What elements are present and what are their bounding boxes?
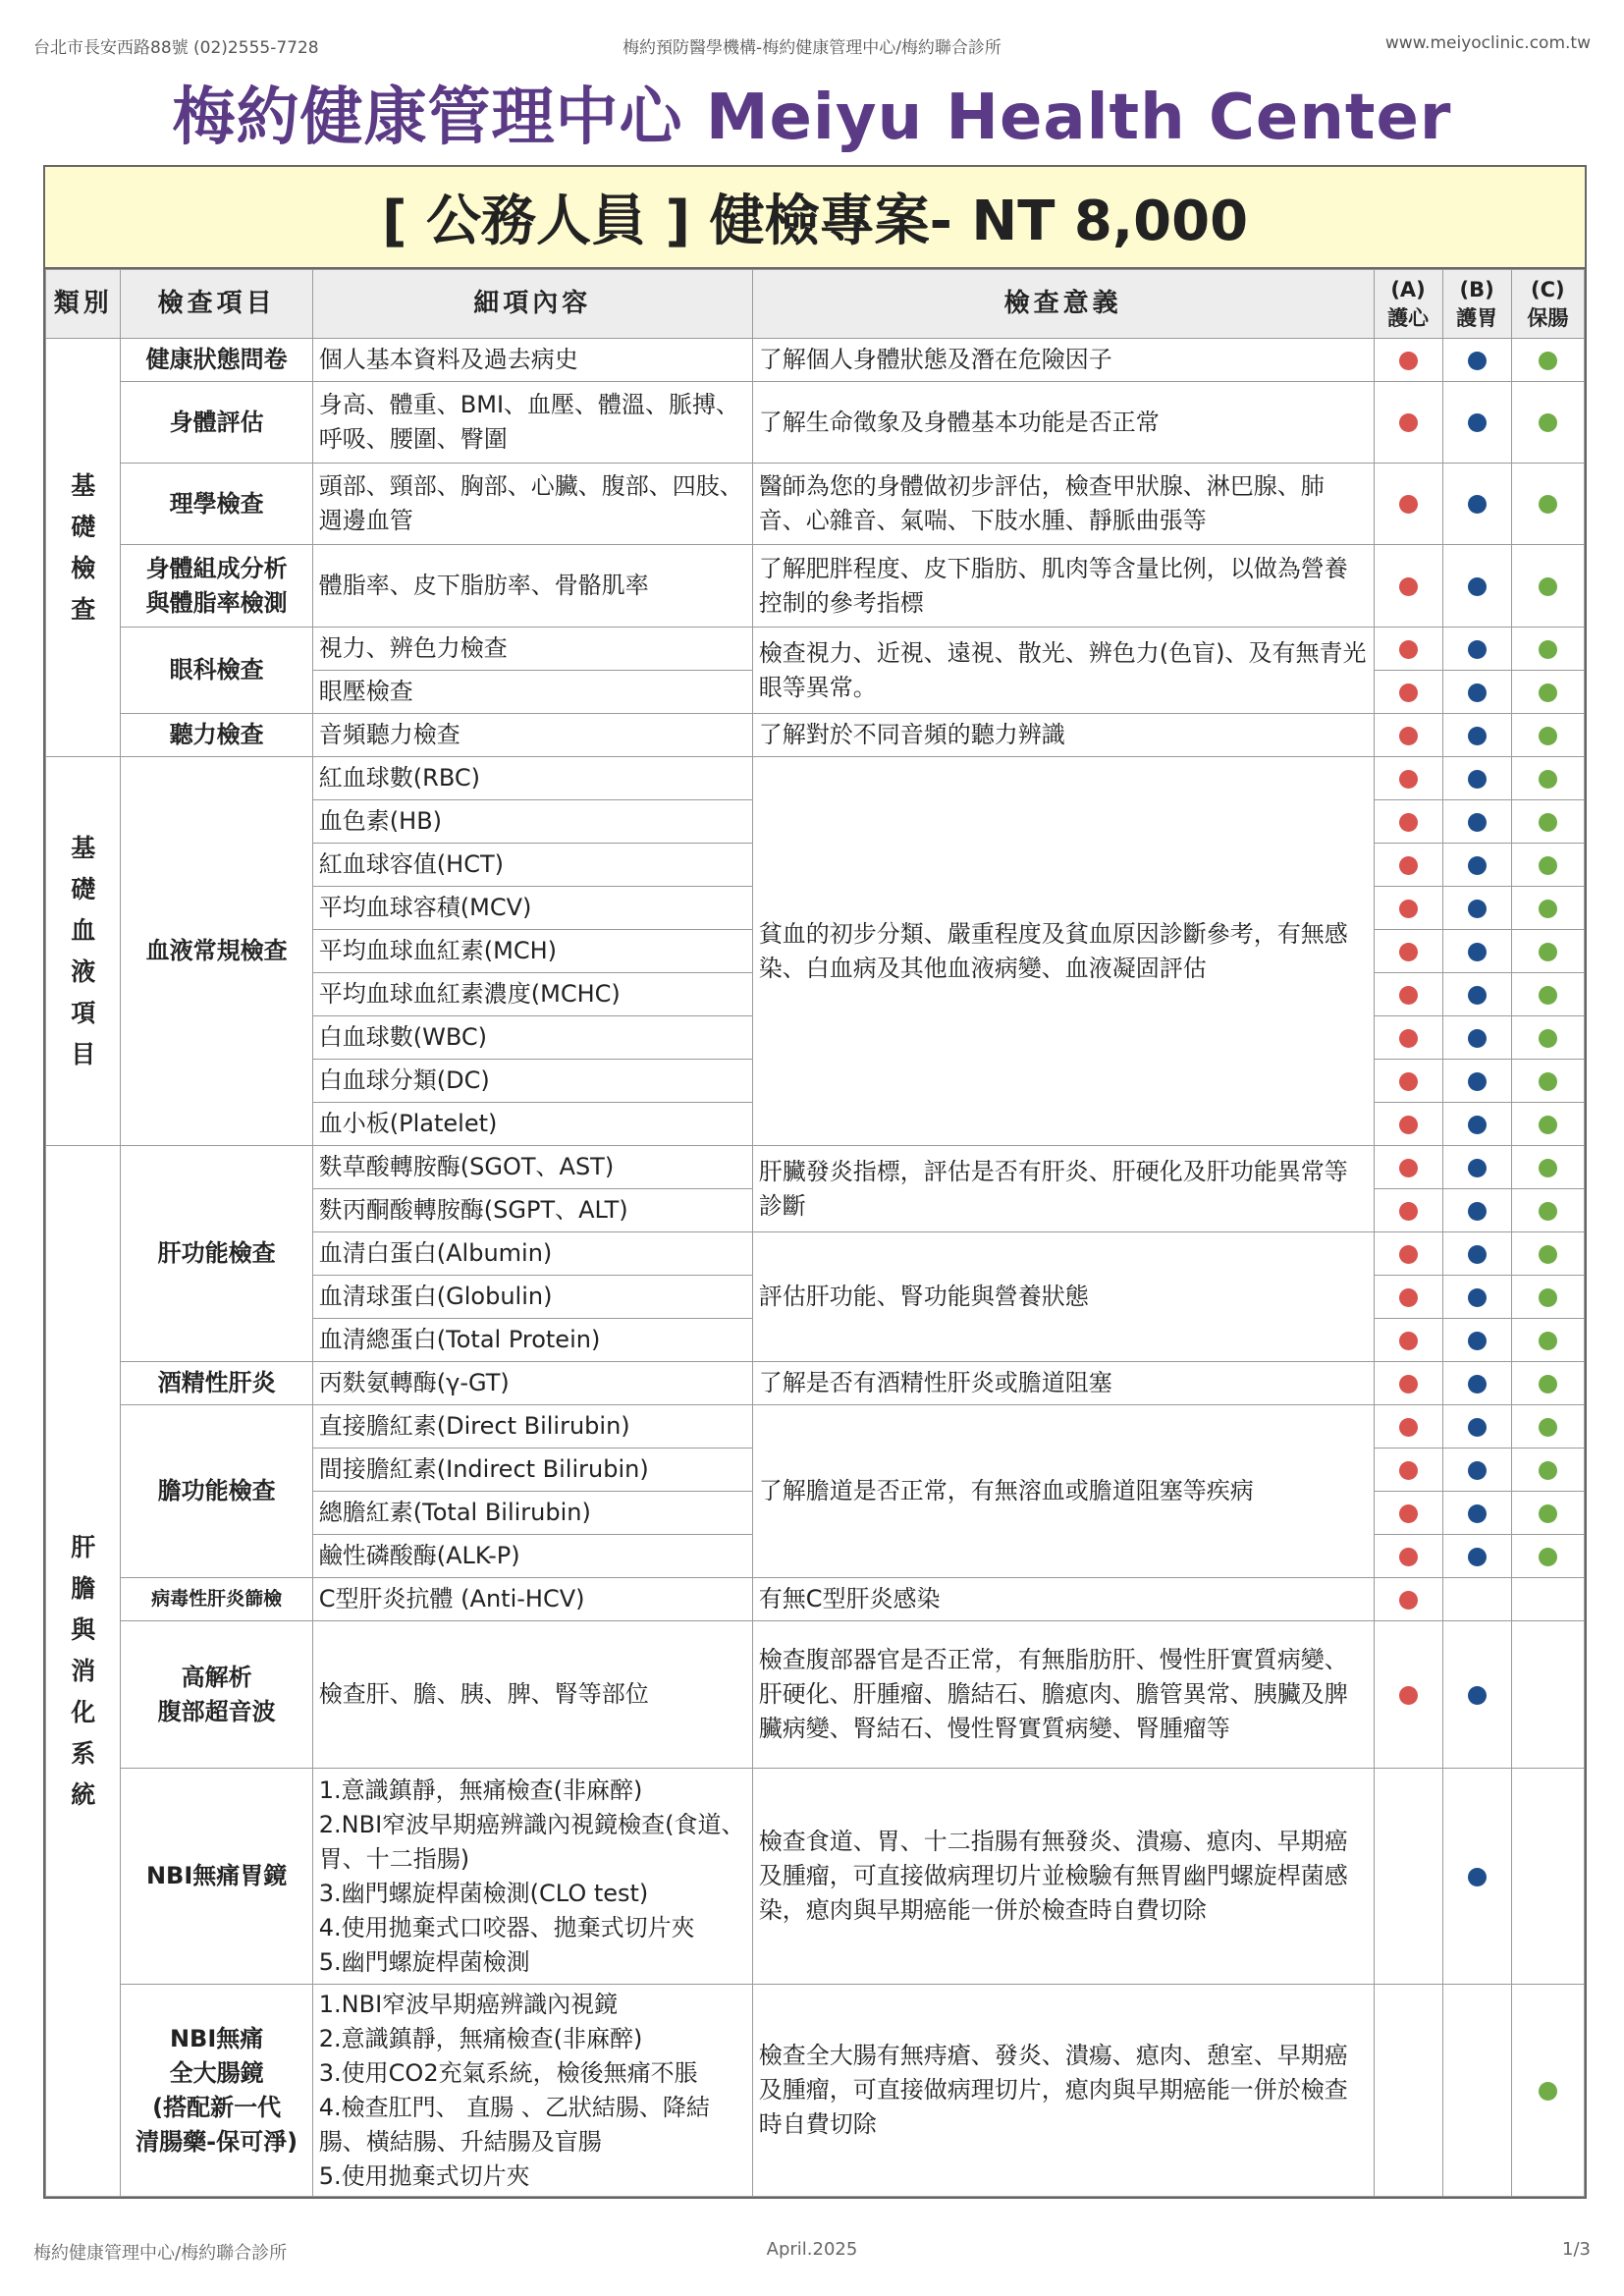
clinic-address: 台北市長安西路88號 (02)2555-7728 [33, 38, 319, 58]
plan-c-dot [1539, 1245, 1557, 1264]
plan-b-dot [1468, 640, 1487, 659]
plan-b-dot [1468, 813, 1487, 832]
header-plan-c: (C) 保腸 [1511, 270, 1584, 339]
plan-a-dot [1399, 413, 1418, 432]
plan-c-dot [1539, 1072, 1557, 1091]
category-liver: 肝 膽 與 消 化 系 統 [46, 1146, 121, 2197]
item-cell: 血液常規檢查 [121, 757, 312, 1146]
detail-cell: 血清球蛋白(Globulin) [312, 1276, 752, 1319]
top-bar [33, 33, 1591, 57]
plan-a-dot [1399, 986, 1418, 1005]
website-link[interactable]: www.meiyoclinic.com.tw [1384, 33, 1591, 53]
detail-cell: 白血球分類(DC) [312, 1060, 752, 1103]
plan-c-dot [1539, 495, 1557, 514]
plan-b-dot [1468, 413, 1487, 432]
item-cell: 病毒性肝炎篩檢 [121, 1578, 312, 1621]
detail-cell: 紅血球數(RBC) [312, 757, 752, 800]
plan-b-dot [1468, 1029, 1487, 1048]
plan-a-dot [1399, 727, 1418, 745]
meaning-cell: 了解個人身體狀態及潛在危險因子 [752, 339, 1374, 382]
plan-b-dot [1468, 986, 1487, 1005]
footer-clinic: 梅約健康管理中心/梅約聯合診所 [33, 2243, 288, 2264]
table-header-row [46, 270, 1585, 339]
table-row [46, 714, 1585, 757]
plan-c-dot [1539, 577, 1557, 596]
plan-b-dot [1468, 1332, 1487, 1350]
detail-cell: 血清白蛋白(Albumin) [312, 1232, 752, 1276]
item-cell: 膽功能檢查 [121, 1405, 312, 1578]
plan-b-dot [1468, 900, 1487, 918]
meaning-cell: 肝臟發炎指標，評估是否有肝炎、肝硬化及肝功能異常等診斷 [752, 1146, 1374, 1232]
plan-c-dot [1539, 683, 1557, 702]
meaning-cell: 貧血的初步分類、嚴重程度及貧血原因診斷參考，有無感染、白血病及其他血液病變、血液凝固評估 [752, 757, 1374, 1146]
plan-a-dot [1399, 1245, 1418, 1264]
plan-c-dot [1539, 1116, 1557, 1134]
plan-c-dot [1539, 1504, 1557, 1523]
plan-c-dot [1539, 2082, 1557, 2101]
plan-b-dot [1468, 1461, 1487, 1480]
plan-c-dot [1539, 640, 1557, 659]
plan-b-dot [1468, 1418, 1487, 1437]
header-detail: 細項內容 [312, 270, 752, 339]
header-plan-a: (A) 護心 [1374, 270, 1442, 339]
plan-b-dot [1468, 577, 1487, 596]
category-basic: 基 礎 檢 查 [46, 339, 121, 757]
table-row [46, 1769, 1585, 1985]
plan-b-dot [1468, 495, 1487, 514]
detail-cell: 1.意識鎮靜，無痛檢查(非麻醉) 2.NBI窄波早期癌辨識內視鏡檢查(食道、胃、十二指腸) 3.幽門螺旋桿菌檢測(CLO test) 4.使用拋棄式口咬器、拋棄式切片夾 5.幽門螺旋桿菌檢測 [312, 1769, 752, 1985]
plan-c-dot [1539, 943, 1557, 961]
plan-c-dot [1539, 1332, 1557, 1350]
plan-b-dot [1468, 1686, 1487, 1705]
organization-names: 梅約預防醫學機構-梅約健康管理中心/梅約聯合診所 [623, 38, 1001, 58]
item-cell: 理學檢查 [121, 464, 312, 545]
detail-cell: 眼壓檢查 [312, 671, 752, 714]
detail-cell: 平均血球血紅素濃度(MCHC) [312, 973, 752, 1016]
item-cell: 健康狀態問卷 [121, 339, 312, 382]
plan-a-dot [1399, 1159, 1418, 1177]
plan-c-dot [1539, 1375, 1557, 1394]
table-row [46, 1985, 1585, 2197]
plan-a-dot [1399, 1202, 1418, 1221]
item-cell: 身體評估 [121, 382, 312, 464]
meaning-cell: 檢查腹部器官是否正常，有無脂肪肝、慢性肝實質病變、肝硬化、肝腫瘤、膽結石、膽瘜肉、膽管異常、胰臟及脾臟病變、腎結石、慢性腎實質病變、腎腫瘤等 [752, 1621, 1374, 1769]
plan-c-dot [1539, 352, 1557, 370]
meaning-cell: 了解生命徵象及身體基本功能是否正常 [752, 382, 1374, 464]
plan-b-dot [1468, 770, 1487, 789]
plan-b-dot [1468, 1072, 1487, 1091]
plan-c-dot [1539, 1418, 1557, 1437]
item-cell: 身體組成分析 與體脂率檢測 [121, 545, 312, 628]
meaning-cell: 了解肥胖程度、皮下脂肪、肌肉等含量比例，以做為營養控制的參考指標 [752, 545, 1374, 628]
plan-a-dot [1399, 1072, 1418, 1091]
detail-cell: 體脂率、皮下脂肪率、骨骼肌率 [312, 545, 752, 628]
plan-b-dot [1468, 943, 1487, 961]
detail-cell: 白血球數(WBC) [312, 1016, 752, 1060]
table-row [46, 545, 1585, 628]
detail-cell: 身高、體重、BMI、血壓、體溫、脈搏、呼吸、腰圍、臀圍 [312, 382, 752, 464]
plan-b-dot [1468, 1375, 1487, 1394]
plan-a-dot [1399, 813, 1418, 832]
plan-a-dot [1399, 683, 1418, 702]
item-cell: NBI無痛胃鏡 [121, 1769, 312, 1985]
plan-a-dot [1399, 577, 1418, 596]
category-blood: 基 礎 血 液 項 目 [46, 757, 121, 1146]
plan-a-dot [1399, 1116, 1418, 1134]
plan-c-dot [1539, 1288, 1557, 1307]
page-footer [33, 2239, 1591, 2263]
item-cell: 酒精性肝炎 [121, 1362, 312, 1405]
plan-b-dot [1468, 683, 1487, 702]
table-row [46, 628, 1585, 671]
plan-b-dot [1468, 727, 1487, 745]
header-meaning: 檢查意義 [752, 270, 1374, 339]
plan-a-dot [1399, 1375, 1418, 1394]
plan-a-dot [1399, 1548, 1418, 1566]
meaning-cell: 了解對於不同音頻的聽力辨識 [752, 714, 1374, 757]
plan-a-dot [1399, 900, 1418, 918]
plan-a-dot [1399, 1288, 1418, 1307]
plan-c-dot [1539, 1159, 1557, 1177]
plan-b-dot [1468, 1548, 1487, 1566]
detail-cell: 麩丙酮酸轉胺酶(SGPT、ALT) [312, 1189, 752, 1232]
header-category: 類別 [46, 270, 121, 339]
meaning-cell: 檢查全大腸有無痔瘡、發炎、潰瘍、瘜肉、憩室、早期癌及腫瘤，可直接做病理切片，瘜肉與早期癌能一併於檢查時自費切除 [752, 1985, 1374, 2197]
meaning-cell: 有無C型肝炎感染 [752, 1578, 1374, 1621]
plan-c-dot [1539, 986, 1557, 1005]
table-row [46, 339, 1585, 382]
plan-b-dot [1468, 856, 1487, 875]
detail-cell: 鹼性磷酸酶(ALK-P) [312, 1535, 752, 1578]
detail-cell: 平均血球血紅素(MCH) [312, 930, 752, 973]
table-row [46, 1621, 1585, 1769]
meaning-cell: 醫師為您的身體做初步評估，檢查甲狀腺、淋巴腺、肺音、心雜音、氣喘、下肢水腫、靜脈曲張等 [752, 464, 1374, 545]
meaning-cell: 了解膽道是否正常，有無溶血或膽道阻塞等疾病 [752, 1405, 1374, 1578]
plan-c-dot [1539, 413, 1557, 432]
plan-a-dot [1399, 943, 1418, 961]
detail-cell: 音頻聽力檢查 [312, 714, 752, 757]
plan-a-dot [1399, 495, 1418, 514]
item-cell: 高解析 腹部超音波 [121, 1621, 312, 1769]
item-cell: 肝功能檢查 [121, 1146, 312, 1362]
meaning-cell: 檢查食道、胃、十二指腸有無發炎、潰瘍、瘜肉、早期癌及腫瘤，可直接做病理切片並檢驗有無胃幽門螺旋桿菌感染，瘜肉與早期癌能一併於檢查時自費切除 [752, 1769, 1374, 1985]
detail-cell: 檢查肝、膽、胰、脾、腎等部位 [312, 1621, 752, 1769]
detail-cell: 頭部、頸部、胸部、心臟、腹部、四肢、週邊血管 [312, 464, 752, 545]
plan-c-dot [1539, 727, 1557, 745]
table-row [46, 1146, 1585, 1189]
detail-cell: 紅血球容值(HCT) [312, 844, 752, 887]
detail-cell: 1.NBI窄波早期癌辨識內視鏡 2.意識鎮靜，無痛檢查(非麻醉) 3.使用CO2充氣系統，檢後無痛不脹 4.檢查肛門、 直腸 、乙狀結腸、降結腸、橫結腸、升結腸及盲腸 5.使用拋棄式切片夾 [312, 1985, 752, 2197]
plan-a-dot [1399, 1418, 1418, 1437]
plan-a-dot [1399, 856, 1418, 875]
plan-b-dot [1468, 1116, 1487, 1134]
detail-cell: C型肝炎抗體 (Anti-HCV) [312, 1578, 752, 1621]
plan-c-dot [1539, 1202, 1557, 1221]
plan-b-dot [1468, 1245, 1487, 1264]
item-cell: 眼科檢查 [121, 628, 312, 714]
table-row [46, 464, 1585, 545]
plan-b-dot [1468, 352, 1487, 370]
plan-c-dot [1539, 770, 1557, 789]
meaning-cell: 檢查視力、近視、遠視、散光、辨色力(色盲)、及有無青光眼等異常。 [752, 628, 1374, 714]
header-item: 檢查項目 [121, 270, 312, 339]
detail-cell: 麩草酸轉胺酶(SGOT、AST) [312, 1146, 752, 1189]
plan-a-dot [1399, 770, 1418, 789]
table-row [46, 1405, 1585, 1449]
meaning-cell: 了解是否有酒精性肝炎或膽道阻塞 [752, 1362, 1374, 1405]
footer-date: April.2025 [766, 2239, 858, 2260]
plan-b-dot [1468, 1504, 1487, 1523]
page-number: 1/3 [1562, 2239, 1591, 2260]
detail-cell: 總膽紅素(Total Bilirubin) [312, 1492, 752, 1535]
plan-c-dot [1539, 1548, 1557, 1566]
item-cell: 聽力檢查 [121, 714, 312, 757]
item-cell: NBI無痛 全大腸鏡 (搭配新一代 清腸藥-保可淨) [121, 1985, 312, 2197]
table-row [46, 382, 1585, 464]
plan-a-dot [1399, 1591, 1418, 1610]
plan-b-dot [1468, 1288, 1487, 1307]
detail-cell: 平均血球容積(MCV) [312, 887, 752, 930]
detail-cell: 個人基本資料及過去病史 [312, 339, 752, 382]
header-plan-b: (B) 護胃 [1442, 270, 1511, 339]
detail-cell: 間接膽紅素(Indirect Bilirubin) [312, 1449, 752, 1492]
checkup-plan-sheet [43, 165, 1587, 2199]
plan-a-dot [1399, 1332, 1418, 1350]
detail-cell: 血色素(HB) [312, 800, 752, 844]
plan-a-dot [1399, 1461, 1418, 1480]
detail-cell: 血小板(Platelet) [312, 1103, 752, 1146]
plan-c-dot [1539, 1461, 1557, 1480]
plan-a-dot [1399, 1504, 1418, 1523]
detail-cell: 直接膽紅素(Direct Bilirubin) [312, 1405, 752, 1449]
plan-b-dot [1468, 1202, 1487, 1221]
table-row [46, 1362, 1585, 1405]
plan-c-dot [1539, 1029, 1557, 1048]
meaning-cell: 評估肝功能、腎功能與營養狀態 [752, 1232, 1374, 1362]
table-row [46, 757, 1585, 800]
table-row [46, 1578, 1585, 1621]
detail-cell: 血清總蛋白(Total Protein) [312, 1319, 752, 1362]
plan-a-dot [1399, 352, 1418, 370]
plan-b-dot [1468, 1868, 1487, 1886]
detail-cell: 丙麩氨轉酶(γ-GT) [312, 1362, 752, 1405]
plan-a-dot [1399, 1029, 1418, 1048]
checkup-table [45, 269, 1585, 2197]
plan-a-dot [1399, 1686, 1418, 1705]
plan-a-dot [1399, 640, 1418, 659]
detail-cell: 視力、辨色力檢查 [312, 628, 752, 671]
plan-c-dot [1539, 856, 1557, 875]
plan-banner: [ 公務人員 ] 健檢專案- NT 8,000 [45, 167, 1585, 269]
page-title: 梅約健康管理中心 Meiyu Health Center [172, 82, 1452, 154]
plan-b-dot [1468, 1159, 1487, 1177]
plan-c-dot [1539, 900, 1557, 918]
plan-c-dot [1539, 813, 1557, 832]
